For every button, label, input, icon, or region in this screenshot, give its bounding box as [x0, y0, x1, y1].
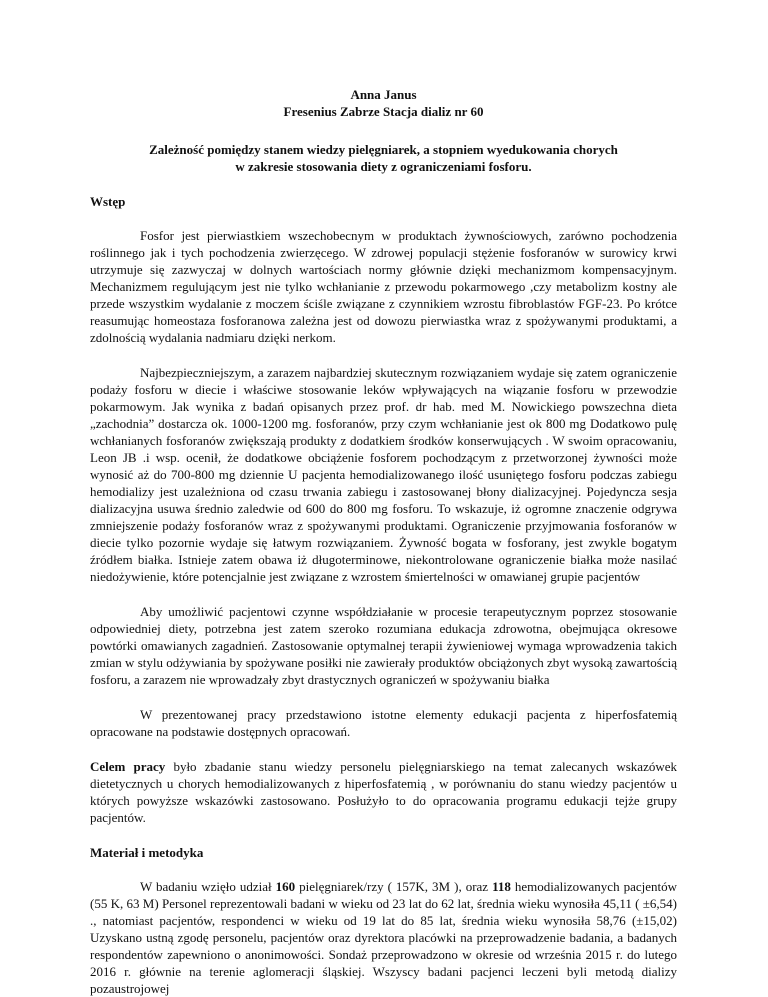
methods-text-1: W badaniu wzięło udział — [140, 879, 276, 894]
methods-text-3: hemodializowanych pacjentów (55 K, 63 M) Personel reprezentowali badani w wieku od 23 lat do 62 lat, średnia wieku wynosiła 45,11 ( ±6,54) ., natomiast pacjentów, respondenci w wieku od 19 lat do 85 lat, średnia wieku wynosiła 58,76 (±15,02) Uzyskano ustną zgodę personelu, pacjentów oraz dyrektora placówki na przeprowadzenie badania, a badanych respondentów zapewniono o anonimowości. Sondaż przeprowadzono w okresie od września 2015 r. do lutego 2016 r. głównie na terenie aglomeracji śląskiej. Wszyscy badani pacjenci leczeni byli metodą dializy pozaustrojowej — [90, 879, 678, 996]
aim-label: Celem pracy — [90, 759, 166, 774]
nurses-count: 160 — [275, 879, 296, 894]
title-line-1: Zależność pomiędzy stanem wiedzy pielęgniarek, a stopniem wyedukowania chorych — [149, 142, 618, 157]
author-affiliation: Fresenius Zabrze Stacja dializ nr 60 — [283, 104, 484, 119]
title-line-2: w zakresie stosowania diety z ograniczeniami fosforu. — [235, 159, 532, 174]
intro-paragraph-2: Najbezpieczniejszym, a zarazem najbardziej skutecznym rozwiązaniem wydaje się zatem ograniczenie podaży fosforu w diecie i właściwe stosowanie leków wpływających na wiązanie fosforu w przewodzie pokarmowym. Jak wynika z badań opisanych przez prof. dr hab. med M. Nowickiego powszechna dieta „zachodnia” dostarcza ok. 1000-1200 mg. fosforanów, przy czym wchłanianie jest ok 800 mg Dodatkowo pulę wchłanianych fosforanów zwiększają produkty z dodatkiem środków konserwujących . W swoim opracowaniu, Leon JB .i wsp. ocenił, że dodatkowe obciążenie fosforem pochodzącym z przetworzonej żywności może wynosić aż do 700-800 mg dziennie U pacjenta hemodializowanego ilość usuniętego fosforu podczas zabiegu hemodializy jest uzależniona od czasu trwania zabiegu i zastosowanej błony dializacyjnej. Pojedyncza sesja dializacyjna usuwa średnio zaledwie od 600 do 800 mg fosforu. To wskazuje, iż ogromne znaczenie odgrywa zmniejszenie podaży fosforanów wraz z spożywanymi produktami. Ograniczenie przyjmowania fosforanów w diecie tylko pozornie wydaje się łatwym rozwiązaniem. Żywność bogata w fosforany, jest zwykle bogatym źródłem białka. Istnieje zatem obawa iż długoterminowe, niekontrolowane ograniczenie białka może nasilać niedożywienie, które potencjalnie jest związane z wzrostem śmiertelności w omawianej grupie pacjentów — [90, 365, 677, 584]
aim-paragraph — [90, 758, 677, 826]
methods-text-2: pielęgniarek/rzy ( 157K, 3M ), oraz — [295, 879, 493, 894]
patients-count: 118 — [492, 879, 511, 894]
intro-paragraph-3: Aby umożliwić pacjentowi czynne współdziałanie w procesie terapeutycznym poprzez stosowanie odpowiedniej diety, potrzebna jest zatem szeroko rozumiana edukacja zdrowotna, obejmująca okresowe powtórki omawianych zagadnień. Zastosowanie optymalnej terapii żywieniowej wymaga wprowadzenia takich zmian w stylu odżywiania by spożywane posiłki nie zawierały produktów obciążonych zbyt wysoką zawartością fosforu, a zarazem nie wprowadzały zbyt drastycznych ograniczeń w spożywaniu białka — [90, 604, 677, 687]
methods-paragraph — [90, 878, 677, 997]
intro-paragraph-4: W prezentowanej pracy przedstawiono istotne elementy edukacji pacjenta z hiperfosfatemią opracowane na podstawie dostępnych opracowań. — [90, 707, 677, 739]
document-page — [90, 86, 677, 997]
methods-heading: Materiał i metodyka — [90, 845, 204, 860]
intro-paragraph-1: Fosfor jest pierwiastkiem wszechobecnym w produktach żywnościowych, zarówno pochodzenia roślinnego jak i tych pochodzenia zwierzęcego. W zdrowej populacji stężenie fosforanów w surowicy krwi utrzymuje się zazwyczaj w dolnych wartościach normy głównie dzięki mechanizmom kompensacyjnym. Mechanizmem regulującym jest nie tylko wchłanianie z przewodu pokarmowego ,czy metabolizm kostny ale przede wszystkim wydalanie z moczem ściśle związane z czynnikiem wzrostu fibroblastów FGF-23. Po krótce reasumując homeostaza fosforanowa zależna jest od dowozu pierwiastka wraz z spożywanymi produktami, a zdolnością wydalania nadmiaru dzięki nerkom. — [90, 228, 677, 345]
author-name: Anna Janus — [350, 87, 417, 102]
aim-text: było zbadanie stanu wiedzy personelu pielęgniarskiego na temat zalecanych wskazówek dietetycznych u chorych hemodializowanych z hiperfosfatemią , w porównaniu do stanu wiedzy pacjentów u których powyższe wskazówki zastosowano. Posłużyło to do opracowania programu edukacji tejże grupy pacjentów. — [90, 759, 678, 825]
intro-heading: Wstęp — [90, 194, 126, 209]
